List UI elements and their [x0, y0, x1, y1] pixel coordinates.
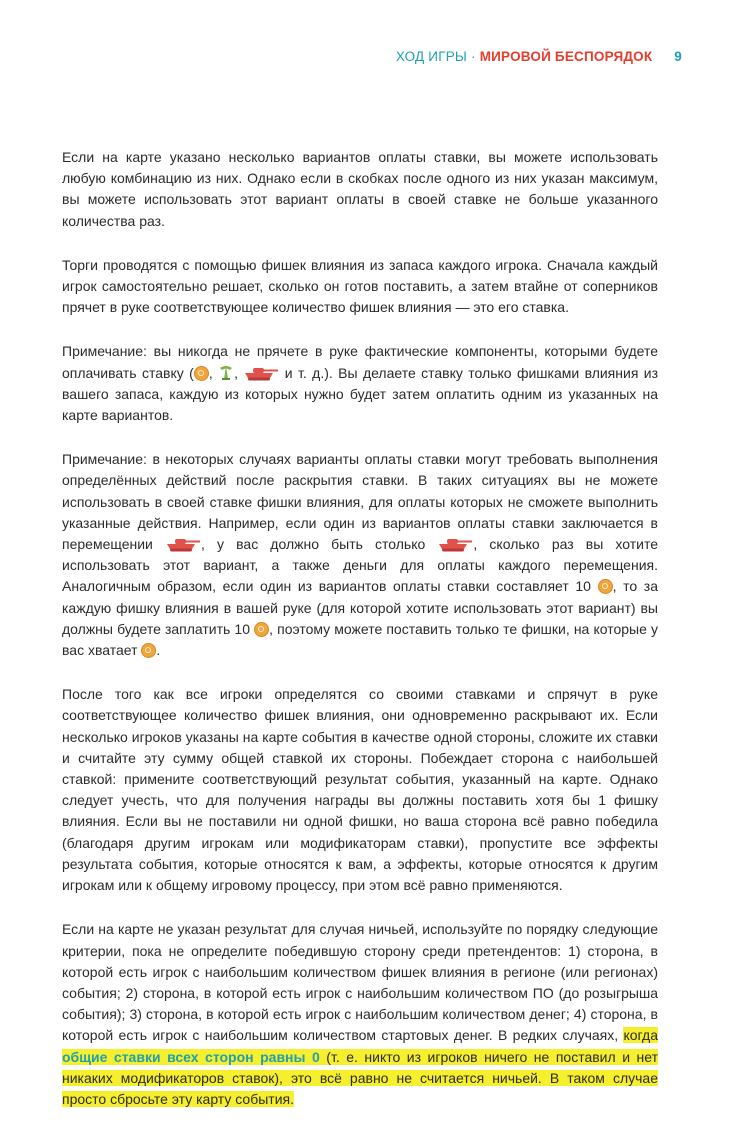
- paragraph-4-text-f: .: [156, 642, 161, 659]
- paragraph-3: [62, 341, 658, 426]
- tank-icon: [165, 538, 201, 552]
- coin-icon: [141, 643, 156, 658]
- paragraph-4-text-e: , поэтому можете поставить только те фишки, на которые у вас хватает: [62, 620, 658, 659]
- coin-icon: [254, 622, 269, 637]
- chapter-title: МИРОВОЙ БЕСПОРЯДОК: [479, 49, 653, 64]
- paragraph-3-text-b: и т. д.). Вы делаете ставку только фишками влияния из вашего запаса, каждую из которых нужно будет затем оплатить одним из указанных на карте вариантов.: [62, 364, 659, 424]
- oil-rig-icon: [218, 364, 234, 381]
- tank-icon: [437, 538, 473, 552]
- tank-icon: [243, 367, 279, 381]
- paragraph-4-text-a: Примечание: в некоторых случаях варианты оплаты ставки могут требовать выполнения определённых действий после раскрытия ставки. В таких ситуациях вы не можете использовать в своей ставке фишки влияния, для оплаты которых не сможете выполнить указанные действия. Например, если один из вариантов оплаты ставки заключается в перемещении: [62, 451, 658, 553]
- paragraph-5: После того как все игроки определятся со своими ставками и спрячут в руке соответствующее количество фишек влияния, они одновременно раскрывают их. Если несколько игроков указаны на карте события в качестве одной стороны, сложите их ставки и считайте эту сумму общей ставкой их стороны. Побеждает сторона с наибольшей ставкой: примените соответствующий результат события, указанный на карте. Однако следует учесть, что для получения награды вы должны поставить хотя бы 1 фишку влияния. Если вы не поставили ни одной фишки, но ваша сторона всё равно победила (благодаря другим игрокам или модификаторам ставки), пропустите все эффекты результата события, которые относятся к вам, а эффекты, которые относятся к другим игрокам или к общему игровому процессу, при этом всё равно применяются.: [62, 686, 658, 894]
- paragraph-6-text-a: Если на карте не указан результат для случая ничьей, используйте по порядку следующие критерии, пока не определите победившую сторону среди претендентов: 1) сторона, в которой есть игрок с наибольшим количеством фишек влияния в регионе (или регионах) события; 2) сторона, в которой есть игрок с наибольшим количеством ПО (до розыгрыша события); 3) сторона, в которой есть игрок с наибольшим количеством денег; 4) сторона, в которой есть игрок с наибольшим количеством стартовых денег. В редких случаях,: [62, 921, 658, 1044]
- coin-icon: [598, 579, 613, 594]
- paragraph-4-text-c: , сколько раз вы хотите использовать этот вариант, а также деньги для оплаты каждого перемещения. Аналогичным образом, если один из вариантов оплаты ставки составляет 10: [62, 536, 659, 595]
- coin-icon: [194, 366, 209, 381]
- page-number: 9: [674, 49, 682, 64]
- highlight-text-b: (т. е. никто из игроков ничего не поставил и нет никаких модификаторов ставок), это всё равно не считается ничьей. В таком случае просто сбросьте эту карту события.: [62, 1048, 658, 1107]
- section-label: ХОД ИГРЫ: [395, 49, 468, 64]
- paragraph-3-sep-1: ,: [208, 364, 219, 381]
- highlight-text-a: когда: [623, 1027, 658, 1044]
- page-body: [62, 147, 658, 1133]
- paragraph-1: Если на карте указано несколько вариантов оплаты ставки, вы можете использовать любую комбинацию из них. Однако если в скобках после одного из них указан максимум, вы можете использовать этот вариант оплаты в своей ставке не больше указанного количества раз.: [62, 149, 658, 229]
- paragraph-2: Торги проводятся с помощью фишек влияния из запаса каждого игрока. Сначала каждый игрок самостоятельно решает, сколько он готов поставить, а затем втайне от соперников прячет в руке соответствующее количество фишек влияния — это его ставка.: [62, 256, 658, 316]
- paragraph-4-text-b: , у вас должно быть столько: [201, 536, 438, 553]
- page-header: [396, 49, 682, 64]
- paragraph-4-text-d: , то за каждую фишку влияния в вашей руке (для которой хотите использовать этот вариант) вы должны будете заплатить 10: [62, 578, 658, 637]
- paragraph-4: [62, 449, 658, 661]
- paragraph-6: [62, 919, 658, 1110]
- paragraph-3-sep-2: ,: [234, 364, 244, 381]
- highlight-emphasis: общие ставки всех сторон равны 0: [62, 1048, 320, 1065]
- paragraph-3-text-a: Примечание: вы никогда не прячете в руке фактические компоненты, которыми будете оплачивать ставку (: [62, 343, 658, 381]
- header-separator: ·: [471, 49, 476, 64]
